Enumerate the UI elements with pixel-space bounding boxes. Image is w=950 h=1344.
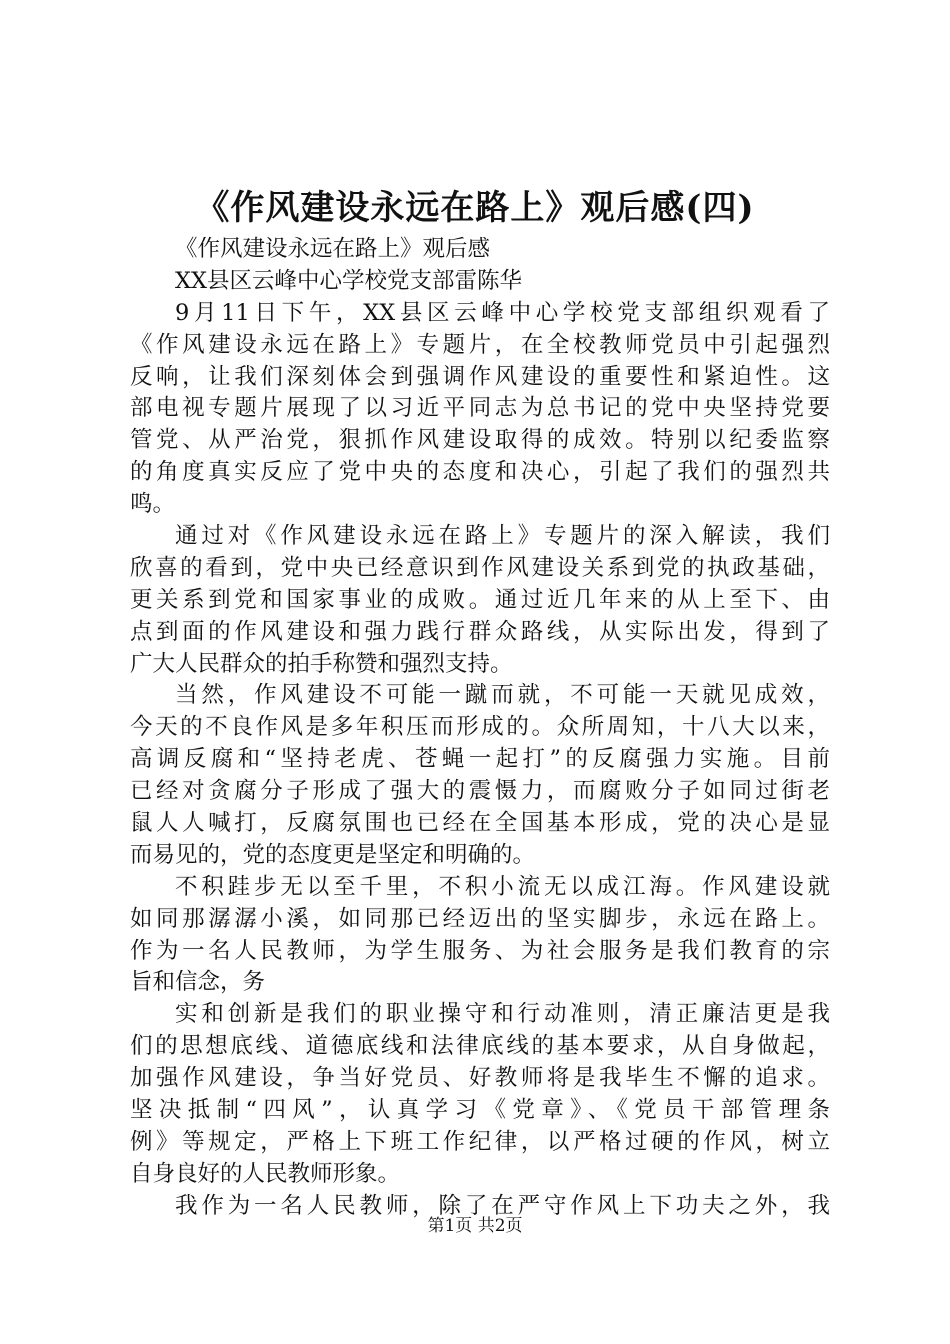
text-line: 旨和信念，务 <box>130 969 266 996</box>
text-line: 我作为一名人民教师，除了在严守作风上下功夫之外，我 <box>175 1192 830 1219</box>
text-line: 通过对《作风建设永远在路上》专题片的深入解读，我们 <box>175 523 830 550</box>
text-line: 9月11日下午，XX县区云峰中心学校党支部组织观看了 <box>175 299 830 326</box>
text-line: 广大人民群众的拍手称赞和强烈支持。 <box>130 650 513 677</box>
text-line: 如同那潺潺小溪，如同那已经迈出的坚实脚步，永远在路上。 <box>130 905 830 932</box>
text-line: 高调反腐和“坚持老虎、苍蝇一起打”的反腐强力实施。目前 <box>130 746 830 773</box>
document-body <box>130 234 830 1223</box>
text-line: 部电视专题片展现了以习近平同志为总书记的党中央坚持党要 <box>130 395 830 422</box>
text-line: 反响，让我们深刻体会到强调作风建设的重要性和紧迫性。这 <box>130 363 830 390</box>
text-line: 点到面的作风建设和强力践行群众路线，从实际出发，得到了 <box>130 618 830 645</box>
text-line: 更关系到党和国家事业的成败。通过近几年来的从上至下、由 <box>130 586 830 613</box>
text-line: 的角度真实反应了党中央的态度和决心，引起了我们的强烈共 <box>130 459 830 486</box>
text-line: 《作风建设永远在路上》专题片，在全校教师党员中引起强烈 <box>130 331 830 358</box>
text-line: 欣喜的看到，党中央已经意识到作风建设关系到党的执政基础， <box>130 554 830 581</box>
text-line: 而易见的，党的态度更是坚定和明确的。 <box>130 841 536 868</box>
text-line: 当然，作风建设不可能一蹴而就，不可能一天就见成效， <box>175 682 830 709</box>
text-line: 鸣。 <box>130 491 176 518</box>
text-line: 鼠人人喊打，反腐氛围也已经在全国基本形成，党的决心是显 <box>130 810 830 837</box>
page-footer: 第1页 共2页 <box>427 1216 523 1236</box>
text-line: 管党、从严治党，狠抓作风建设取得的成效。特别以纪委监察 <box>130 427 830 454</box>
text-line: 自身良好的人民教师形象。 <box>130 1160 401 1187</box>
text-line: 今天的不良作风是多年积压而形成的。众所周知，十八大以来， <box>130 714 830 741</box>
document-title: 《作风建设永远在路上》观后感(四) <box>195 188 755 228</box>
text-line: 《作风建设永远在路上》观后感 <box>175 236 491 262</box>
text-line: 例》等规定，严格上下班工作纪律，以严格过硬的作风，树立 <box>130 1128 830 1155</box>
text-line: 实和创新是我们的职业操守和行动准则，清正廉洁更是我 <box>175 1001 830 1028</box>
text-line: 已经对贪腐分子形成了强大的震慑力，而腐败分子如同过街老 <box>130 778 830 805</box>
text-line: 加强作风建设，争当好党员、好教师将是我毕生不懈的追求。 <box>130 1065 830 1092</box>
text-line: 们的思想底线、道德底线和法律底线的基本要求，从自身做起， <box>130 1033 830 1060</box>
text-line: 不积跬步无以至千里，不积小流无以成江海。作风建设就 <box>175 873 830 900</box>
text-line: 作为一名人民教师，为学生服务、为社会服务是我们教育的宗 <box>130 937 830 964</box>
text-line: XX县区云峰中心学校党支部雷陈华 <box>175 267 523 294</box>
text-line: 坚决抵制“四风”，认真学习《党章》、《党员干部管理条 <box>130 1097 830 1124</box>
